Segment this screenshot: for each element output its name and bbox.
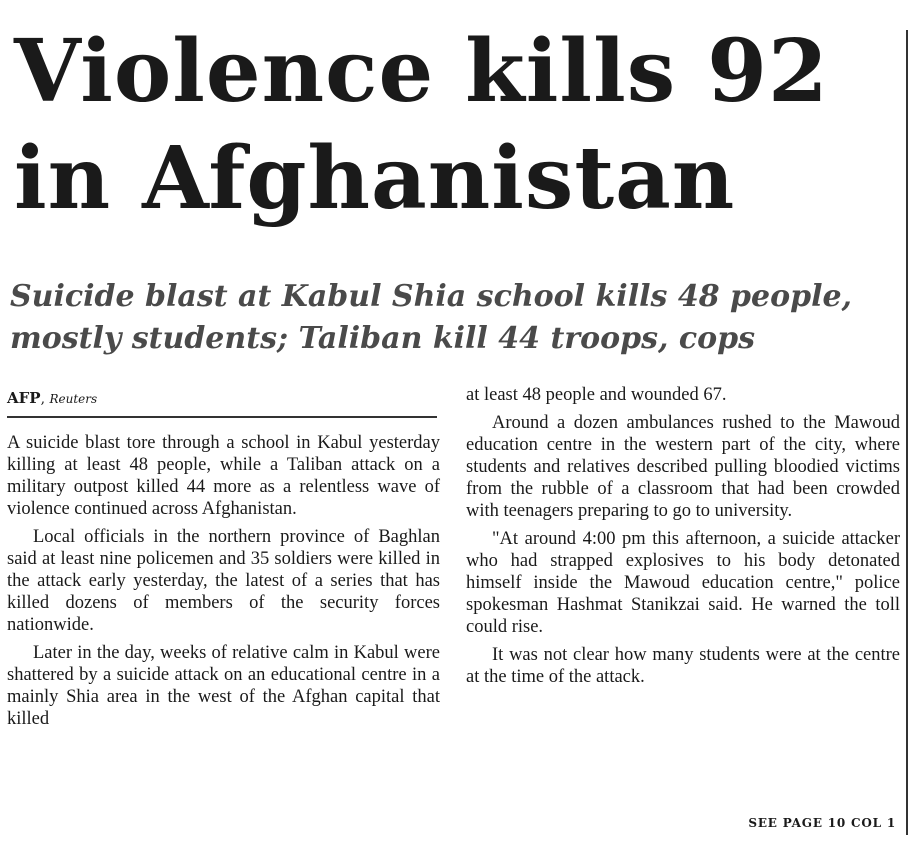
byline-agency-afp: AFP	[7, 389, 41, 407]
subheadline	[10, 276, 900, 360]
subheadline-line-1: Suicide blast at Kabul Shia school kills 48 people,	[10, 279, 852, 314]
subheadline-line-2: mostly students; Taliban kill 44 troops, cops	[10, 321, 756, 356]
article-column-left	[7, 432, 440, 736]
article-paragraph: at least 48 people and wounded 67.	[466, 385, 727, 405]
headline-line-1: Violence kills 92	[14, 21, 829, 122]
article-paragraph: Around a dozen ambulances rushed to the Mawoud education centre in the western part of the city, where students and relatives described pulling bloodied victims from the rubble of a classroom that had been crowded with teenagers preparing to go to university.	[466, 413, 900, 521]
byline-agency-reuters: Reuters	[49, 392, 98, 406]
column-edge-rule	[906, 30, 908, 835]
byline-separator: ,	[40, 391, 46, 407]
headline-line-2: in Afghanistan	[14, 128, 736, 229]
article-paragraph: Local officials in the northern province of Baghlan said at least nine policemen and 35 soldiers were killed in the attack early yesterday, the latest of a series that has killed dozens of members of the security forces nationwide.	[7, 527, 440, 635]
headline	[14, 18, 894, 232]
byline	[7, 388, 97, 409]
article-paragraph: It was not clear how many students were at the centre at the time of the attack.	[466, 645, 900, 687]
continuation-jump-line: SEE PAGE 10 COL 1	[748, 816, 896, 830]
byline-rule	[7, 416, 437, 418]
article-paragraph: A suicide blast tore through a school in Kabul yesterday killing at least 48 people, while a Taliban attack on a military outpost killed 44 more as a relentless wave of violence continued across Afghanistan.	[7, 433, 440, 519]
article-column-right	[466, 384, 900, 694]
article-paragraph: "At around 4:00 pm this afternoon, a suicide attacker who had strapped explosives to his body detonated himself inside the Mawoud education centre," police spokesman Hashmat Stanikzai said. He warned the toll could rise.	[466, 529, 900, 637]
article-paragraph: Later in the day, weeks of relative calm in Kabul were shattered by a suicide attack on an educational centre in a mainly Shia area in the west of the Afghan capital that killed	[7, 643, 440, 729]
